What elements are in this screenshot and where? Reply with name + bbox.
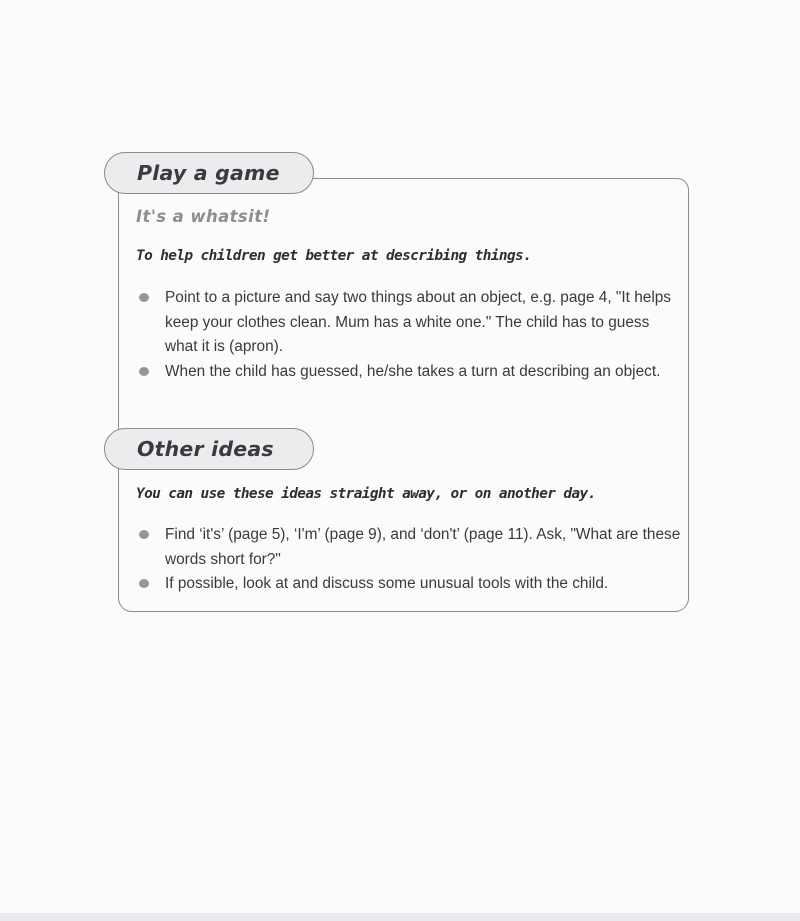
- game-name: It's a whatsit!: [136, 207, 271, 226]
- bullet-icon: [139, 293, 149, 302]
- list-item-text: Find ‘it's’ (page 5), ‘I'm’ (page 9), and ‘don't’ (page 11). Ask, "What are these words short for?": [165, 526, 681, 568]
- list-item: [137, 360, 682, 385]
- page-bottom-edge: [0, 913, 800, 921]
- play-a-game-tab: [104, 152, 314, 194]
- game-aim: To help children get better at describing things.: [136, 248, 532, 264]
- list-item-text: If possible, look at and discuss some unusual tools with the child.: [165, 575, 609, 592]
- list-item: [137, 523, 682, 572]
- play-a-game-heading: Play a game: [137, 161, 280, 185]
- bullet-icon: [139, 579, 149, 588]
- game-instructions-list: [137, 286, 682, 384]
- bullet-icon: [139, 367, 149, 376]
- ideas-list: [137, 523, 682, 597]
- list-item-text: Point to a picture and say two things about an object, e.g. page 4, "It helps keep your clothes clean. Mum has a white one." The child has to guess what it is (apron).: [165, 289, 671, 355]
- bullet-icon: [139, 530, 149, 539]
- list-item: [137, 286, 682, 360]
- ideas-aim: You can use these ideas straight away, or on another day.: [136, 486, 596, 502]
- list-item-text: When the child has guessed, he/she takes a turn at describing an object.: [165, 362, 661, 380]
- list-item: [137, 572, 682, 597]
- other-ideas-heading: Other ideas: [137, 437, 274, 461]
- other-ideas-tab: [104, 428, 314, 470]
